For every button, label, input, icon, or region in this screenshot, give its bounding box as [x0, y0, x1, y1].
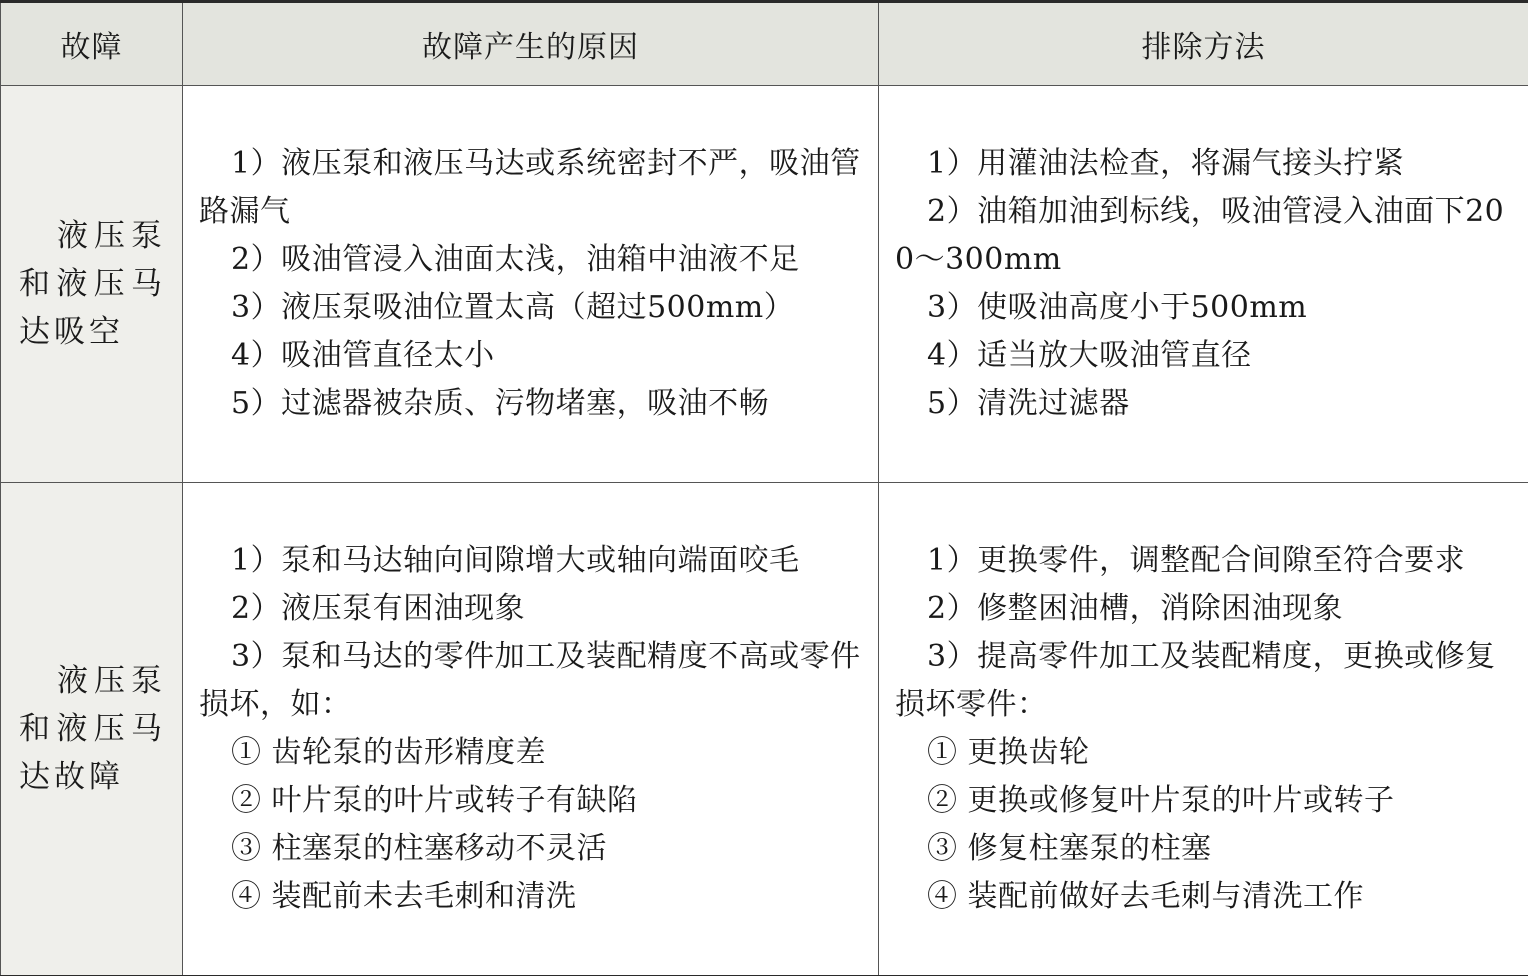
remedy-item: ④ 装配前做好去毛刺与清洗工作 [927, 879, 1365, 914]
cause-item: 3）液压泵吸油位置太高（超过500mm） [231, 290, 795, 325]
cause-item: 1）泵和马达轴向间隙增大或轴向端面咬毛 [231, 543, 800, 578]
remedy-item: 2）修整困油槽，消除困油现象 [927, 591, 1344, 626]
cause-item: ① 齿轮泵的齿形精度差 [231, 735, 547, 770]
table-row [1, 86, 1528, 483]
header-cause: 故障产生的原因 [183, 2, 879, 86]
remedy-item: 1）用灌油法检查，将漏气接头拧紧 [927, 146, 1405, 181]
table-header-row [1, 2, 1528, 86]
remedy-item: 5）清洗过滤器 [927, 386, 1130, 421]
remedy-item: 3）使吸油高度小于500mm [927, 290, 1308, 325]
cause-item: 5）过滤器被杂质、污物堵塞，吸油不畅 [231, 386, 770, 421]
remedy-list [879, 140, 1528, 428]
remedy-cell [879, 483, 1528, 976]
cause-item: ③ 柱塞泵的柱塞移动不灵活 [231, 831, 608, 866]
remedy-item: ① 更换齿轮 [927, 735, 1090, 770]
cause-item: 3）泵和马达的零件加工及装配精度不高或零件损坏，如： [199, 639, 861, 722]
fault-name: 液压泵和液压马达故障 [19, 663, 166, 795]
cause-item: 4）吸油管直径太小 [231, 338, 495, 373]
cause-list [183, 140, 878, 428]
table-row [1, 483, 1528, 976]
remedy-list [879, 537, 1528, 921]
fault-name: 液压泵和液压马达吸空 [19, 218, 166, 350]
header-fault: 故障 [1, 2, 183, 86]
cause-item: ④ 装配前未去毛刺和清洗 [231, 879, 577, 914]
cause-item: 2）液压泵有困油现象 [231, 591, 526, 626]
cause-cell [183, 86, 879, 483]
remedy-item: 3）提高零件加工及装配精度，更换或修复损坏零件： [895, 639, 1496, 722]
remedy-item: 4）适当放大吸油管直径 [927, 338, 1252, 373]
header-remedy: 排除方法 [879, 2, 1528, 86]
fault-cell [1, 86, 183, 483]
fault-cell [1, 483, 183, 976]
remedy-cell [879, 86, 1528, 483]
remedy-item: ② 更换或修复叶片泵的叶片或转子 [927, 783, 1395, 818]
remedy-item: 2）油箱加油到标线，吸油管浸入油面下200～300mm [895, 194, 1505, 277]
cause-item: ② 叶片泵的叶片或转子有缺陷 [231, 783, 638, 818]
remedy-item: ③ 修复柱塞泵的柱塞 [927, 831, 1212, 866]
remedy-item: 1）更换零件，调整配合间隙至符合要求 [927, 543, 1466, 578]
cause-item: 2）吸油管浸入油面太浅，油箱中油液不足 [231, 242, 800, 277]
cause-cell [183, 483, 879, 976]
cause-list [183, 537, 878, 921]
cause-item: 1）液压泵和液压马达或系统密封不严，吸油管路漏气 [199, 146, 861, 229]
